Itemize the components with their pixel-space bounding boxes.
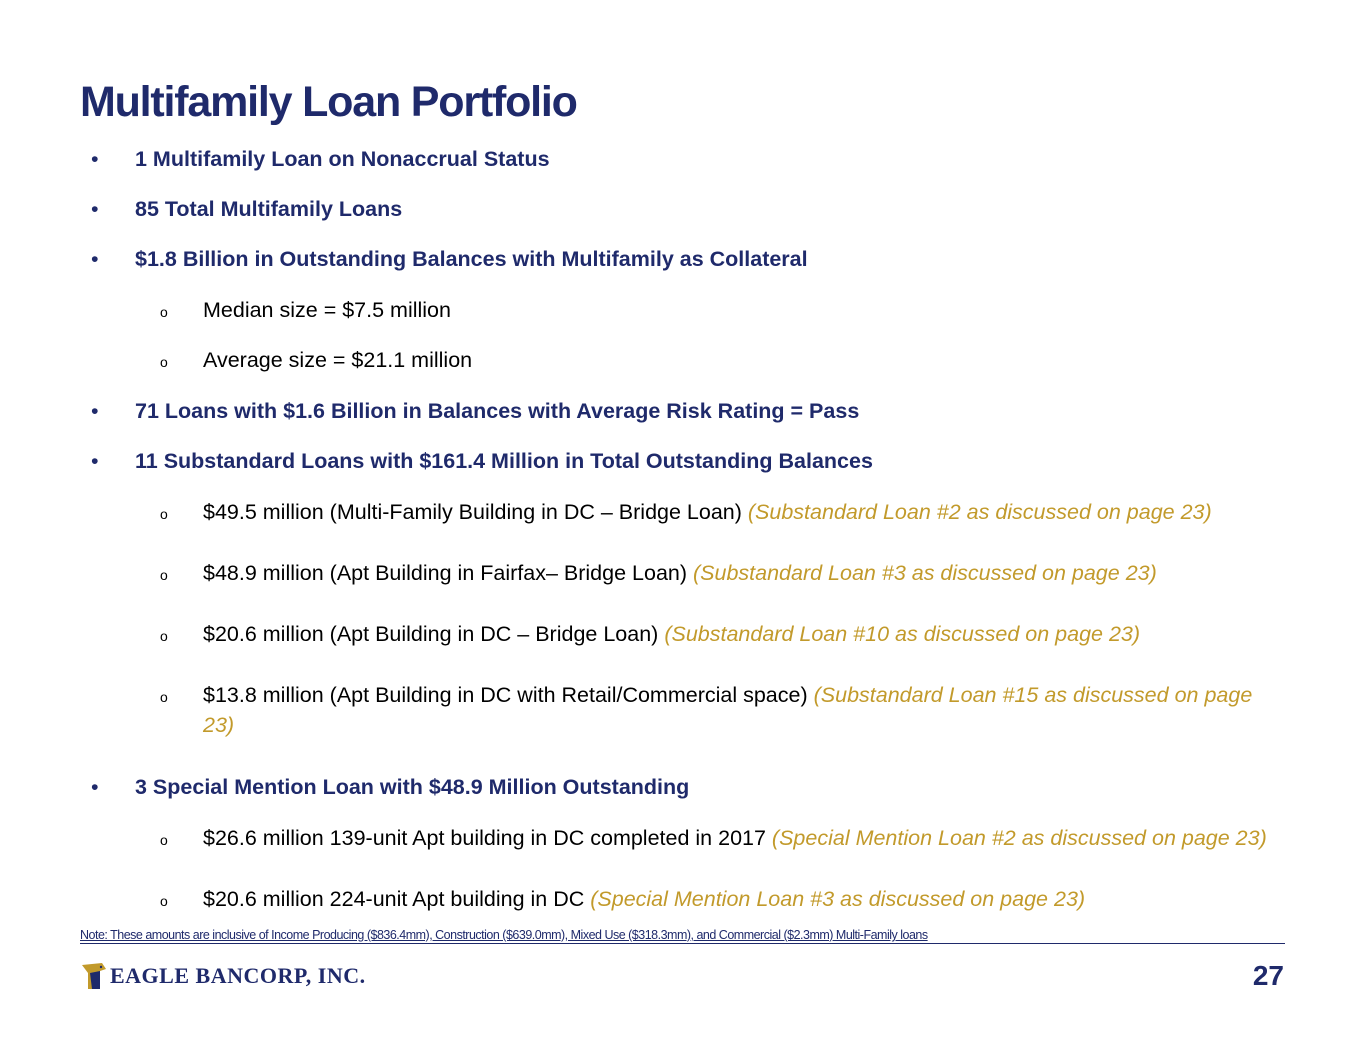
loan-reference-note: (Substandard Loan #15 as discussed on page 23) <box>203 683 1253 737</box>
footnote: Note: These amounts are inclusive of Income Producing ($836.4mm), Construction ($639.0mm), Mixed Use ($318.3mm), and Commercial ($2.3mm) Multi-Family loans <box>80 928 1285 944</box>
loan-description: $48.9 million (Apt Building in Fairfax– Bridge Loan) <box>203 561 693 585</box>
sub-bullet-text: Average size = $21.1 million <box>203 348 473 372</box>
sub-bullet-dot: o <box>160 304 168 320</box>
eagle-icon <box>80 961 108 991</box>
loan-reference-note: (Substandard Loan #10 as discussed on page 23) <box>664 622 1141 646</box>
loan-reference-note: (Substandard Loan #2 as discussed on page 23) <box>747 500 1212 524</box>
loan-reference-note: (Substandard Loan #3 as discussed on page 23) <box>693 561 1157 585</box>
loan-description: $20.6 million (Apt Building in DC – Bridge Loan) <box>203 622 665 646</box>
page-number: 27 <box>1252 960 1284 991</box>
bullet-dot: • <box>91 399 99 423</box>
bullet-dot: • <box>91 775 99 799</box>
bullet-dot: • <box>91 247 99 271</box>
loan-description: $49.5 million (Multi-Family Building in DC – Bridge Loan) <box>203 500 748 524</box>
bullet-dot: • <box>91 449 99 473</box>
loan-reference-note: (Special Mention Loan #2 as discussed on page 23) <box>771 826 1267 850</box>
bullet-text: 71 Loans with $1.6 Billion in Balances with Average Risk Rating = Pass <box>135 399 860 423</box>
loan-description: $13.8 million (Apt Building in DC with Retail/Commercial space) <box>203 683 814 707</box>
sub-bullet-text <box>203 884 1268 914</box>
bullet-text: 3 Special Mention Loan with $48.9 Million Outstanding <box>135 775 690 799</box>
bullet-text: 11 Substandard Loans with $161.4 Million in Total Outstanding Balances <box>135 449 873 473</box>
company-logo <box>80 960 366 992</box>
bullet-text: 1 Multifamily Loan on Nonaccrual Status <box>135 147 550 171</box>
sub-bullet-text <box>203 558 1268 588</box>
sub-bullet-dot: o <box>160 832 168 848</box>
sub-bullet-text <box>203 680 1268 740</box>
bullet-text: $1.8 Billion in Outstanding Balances with Multifamily as Collateral <box>135 247 808 271</box>
sub-bullet-dot: o <box>160 567 168 583</box>
loan-description: $26.6 million 139-unit Apt building in DC completed in 2017 <box>203 826 772 850</box>
sub-bullet-dot: o <box>160 354 168 370</box>
sub-bullet-text <box>203 619 1268 649</box>
logo-text: EAGLE BANCORP, INC. <box>110 963 366 988</box>
page-title: Multifamily Loan Portfolio <box>80 78 577 126</box>
loan-description: $20.6 million 224-unit Apt building in DC <box>203 887 591 911</box>
sub-bullet-dot: o <box>160 689 168 705</box>
sub-bullet-dot: o <box>160 893 168 909</box>
sub-bullet-dot: o <box>160 628 168 644</box>
bullet-dot: • <box>91 147 99 171</box>
bullet-text: 85 Total Multifamily Loans <box>135 197 403 221</box>
loan-reference-note: (Special Mention Loan #3 as discussed on page 23) <box>590 887 1086 911</box>
sub-bullet-text <box>203 497 1268 527</box>
sub-bullet-text <box>203 823 1268 853</box>
sub-bullet-dot: o <box>160 506 168 522</box>
sub-bullet-text: Median size = $7.5 million <box>203 298 451 322</box>
bullet-dot: • <box>91 197 99 221</box>
